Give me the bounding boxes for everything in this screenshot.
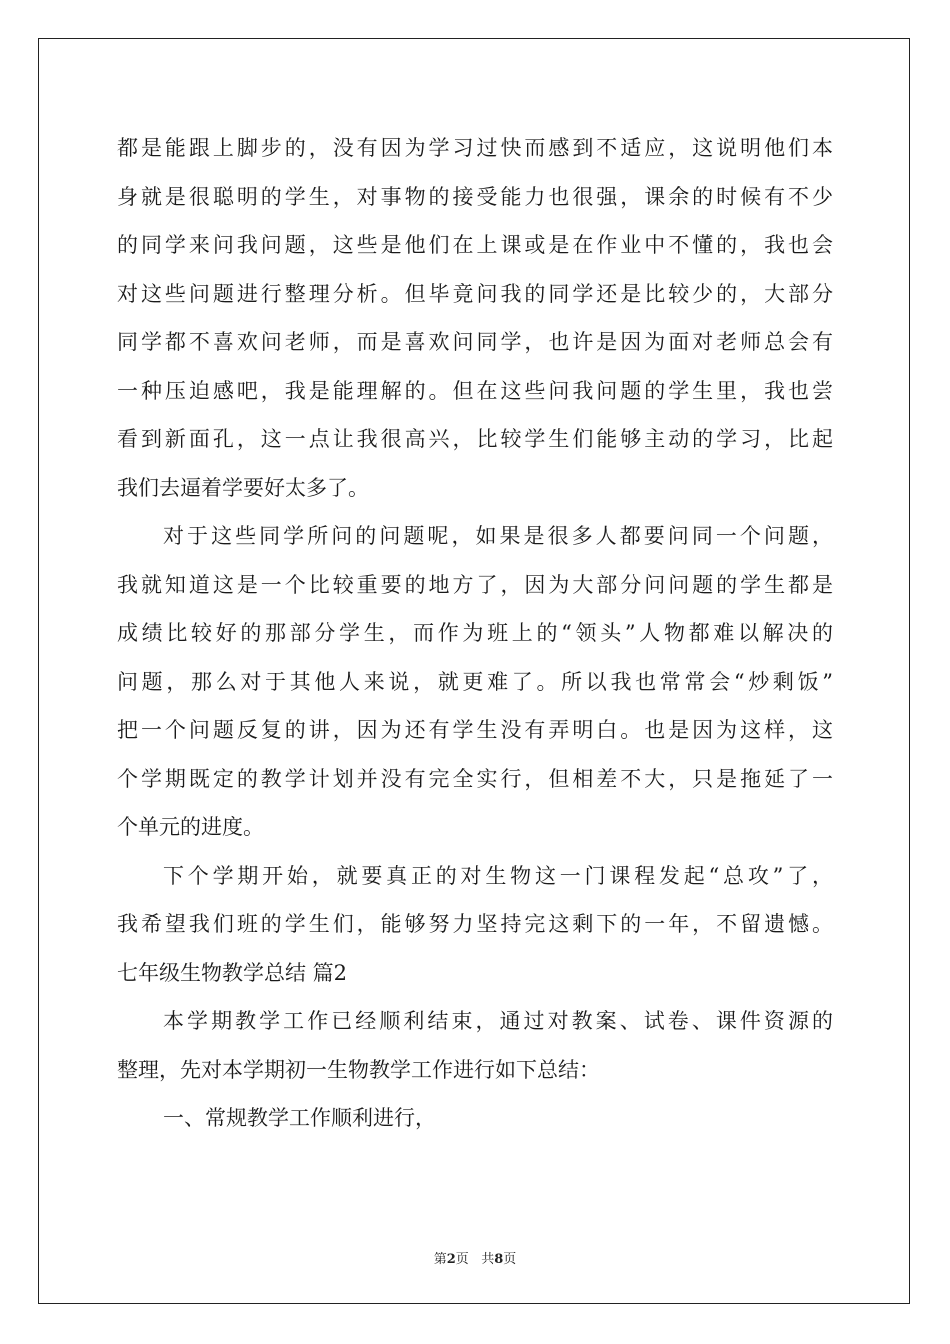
paragraph-4-line-1: 本学期教学工作已经顺利结束，通过对教案、试卷、课件资源的 (163, 1009, 833, 1033)
paragraph-3-line-2: 我希望我们班的学生们，能够努力坚持完这剩下的一年，不留遗憾。 (117, 912, 833, 936)
paragraph-2-line-4: 问题，那么对于其他人来说，就更难了。所以我也常常会“炒剩饭” (117, 669, 833, 694)
section-heading: 七年级生物教学总结 篇2 (117, 960, 348, 985)
page-prefix: 第 (433, 1252, 447, 1267)
paragraph-1-line-7: 看到新面孔，这一点让我很高兴，比较学生们能够主动的学习，比起 (117, 427, 833, 451)
total-prefix: 共 (481, 1252, 495, 1267)
total-suffix: 页 (503, 1252, 517, 1267)
paragraph-2-line-6: 个学期既定的教学计划并没有完全实行，但相差不大，只是拖延了一 (117, 766, 833, 791)
paragraph-2-line-3: 成绩比较好的那部分学生，而作为班上的“领头”人物都难以解决的 (117, 621, 833, 645)
paragraph-2-line-2: 我就知道这是一个比较重要的地方了，因为大部分问问题的学生都是 (117, 572, 833, 597)
paragraph-1-line-4: 对这些问题进行整理分析。但毕竟问我的同学还是比较少的，大部分 (117, 281, 833, 306)
paragraph-2-line-5: 把一个问题反复的讲，因为还有学生没有弄明白。也是因为这样，这 (117, 718, 833, 742)
paragraph-1-line-5: 同学都不喜欢问老师，而是喜欢问同学，也许是因为面对老师总会有 (117, 330, 833, 354)
paragraph-1-line-8: 我们去逼着学要好太多了。 (117, 475, 369, 500)
paragraph-4-line-2: 整理，先对本学期初一生物教学工作进行如下总结： (117, 1057, 600, 1082)
paragraph-1-line-3: 的同学来问我问题，这些是他们在上课或是在作业中不懂的，我也会 (117, 233, 833, 257)
paragraph-1-line-1: 都是能跟上脚步的，没有因为学习过快而感到不适应，这说明他们本 (117, 136, 833, 160)
paragraph-3-line-1: 下个学期开始，就要真正的对生物这一门课程发起“总攻”了， (163, 863, 833, 888)
paragraph-5-line-1: 一、常规教学工作顺利进行， (163, 1106, 436, 1130)
total-pages: 8 (494, 1252, 504, 1267)
page-suffix: 页 (455, 1252, 469, 1267)
paragraph-1-line-2: 身就是很聪明的学生，对事物的接受能力也很强，课余的时候有不少 (117, 184, 833, 209)
page-number: 2 (446, 1252, 456, 1267)
document-body (117, 128, 833, 1147)
paragraph-2-line-1: 对于这些同学所问的问题呢，如果是很多人都要问同一个问题， (163, 524, 833, 548)
paragraph-1-line-6: 一种压迫感吧，我是能理解的。但在这些问我问题的学生里，我也尝 (117, 378, 833, 403)
page-footer (0, 1248, 950, 1267)
paragraph-2-line-7: 个单元的进度。 (117, 815, 264, 839)
